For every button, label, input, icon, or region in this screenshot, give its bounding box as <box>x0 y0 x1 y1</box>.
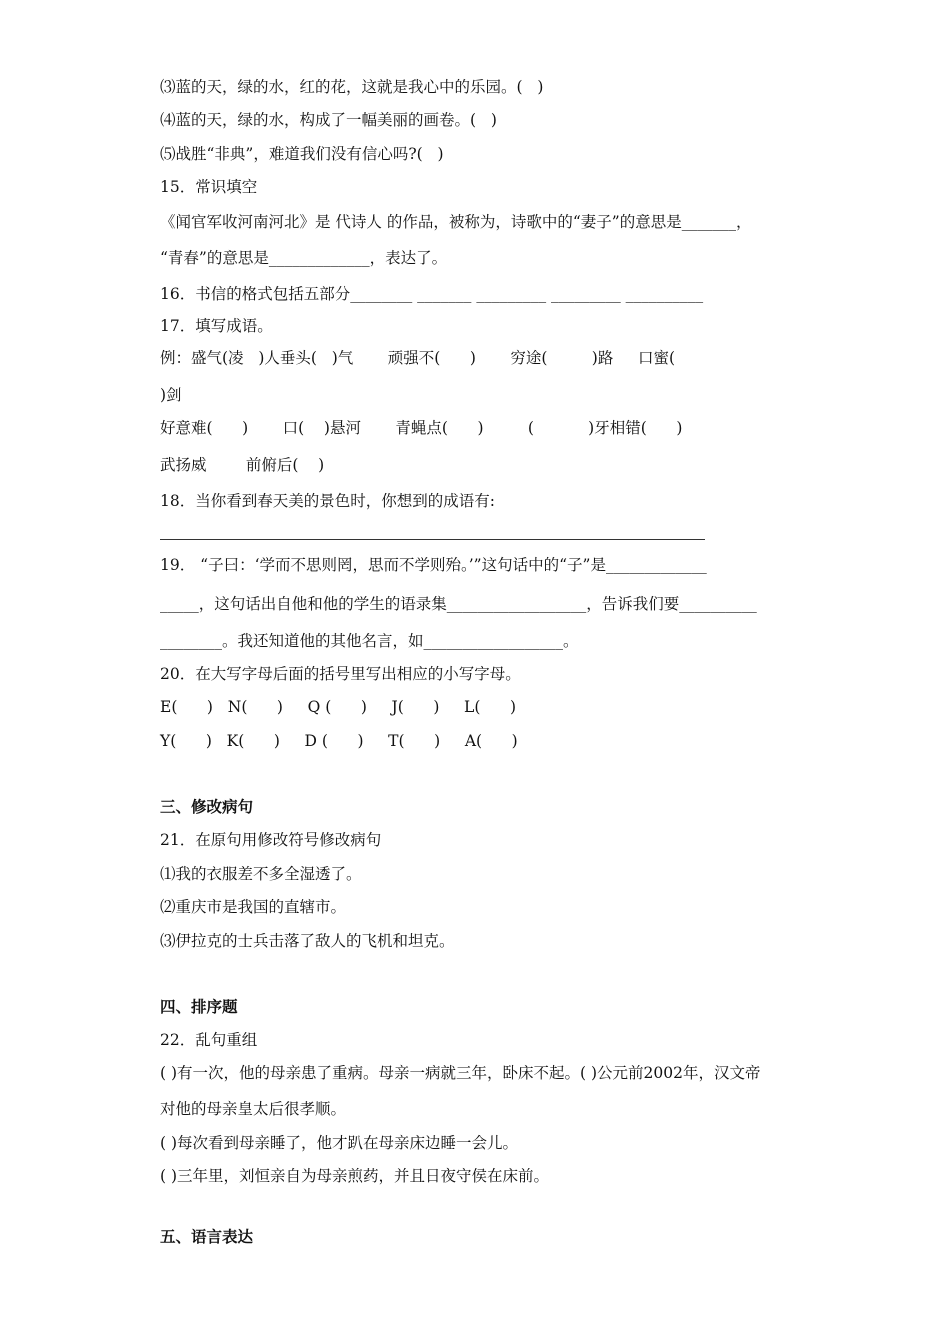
q17-line-2: )剑 <box>160 386 182 404</box>
q15-line-2: “青春”的意思是_____________，表达了。 <box>160 249 448 267</box>
q17-line-1: 例：盛气(凌 )人垂头( )气 顽强不( ) 穷途( )路 口蜜( <box>160 349 676 367</box>
q20-row-2: Y( ) K( ) D ( ) T( ) A( ) <box>160 732 518 750</box>
q18-title: 18．当你看到春天美的景色时，你想到的成语有: <box>160 492 495 510</box>
q20-row-1: E( ) N( ) Q ( ) J( ) L( ) <box>160 698 516 716</box>
section-title-4: 四、排序题 <box>160 998 238 1016</box>
q22-line-4: ( )三年里，刘恒亲自为母亲煎药，并且日夜守侯在床前。 <box>160 1167 550 1185</box>
q21-item-1: ⑴我的衣服差不多全湿透了。 <box>160 865 362 883</box>
q19-line-2: _____，这句话出自他和他的学生的语录集__________________，告诉我们要__________ <box>160 595 757 613</box>
q16-title: 16．书信的格式包括五部分________ _______ _________ _________ __________ <box>160 285 704 303</box>
q15-title: 15．常识填空 <box>160 178 258 196</box>
q14-item-3: ⑶蓝的天，绿的水，红的花，这就是我心中的乐园。( ) <box>160 78 544 96</box>
q17-title: 17．填写成语。 <box>160 317 273 335</box>
q21-item-3: ⑶伊拉克的士兵击落了敌人的飞机和坦克。 <box>160 932 455 950</box>
q21-item-2: ⑵重庆市是我国的直辖市。 <box>160 898 347 916</box>
q17-line-4: 武扬威 前俯后( ) <box>160 456 325 474</box>
q22-line-3: ( )每次看到母亲睡了，他才趴在母亲床边睡一会儿。 <box>160 1134 519 1152</box>
q15-line-1: 《闻官军收河南河北》是 代诗人 的作品，被称为，诗歌中的“妻子”的意思是_______， <box>160 213 752 231</box>
q22-title: 22．乱句重组 <box>160 1031 258 1049</box>
q14-item-5: ⑸战胜“非典”，难道我们没有信心吗?( ) <box>160 145 444 163</box>
q14-item-4: ⑷蓝的天，绿的水，构成了一幅美丽的画卷。( ) <box>160 111 497 129</box>
q19-line-1: 19． “子曰：‘学而不思则罔，思而不学则殆。’”这句话中的“子”是_____________ <box>160 556 707 574</box>
q21-title: 21．在原句用修改符号修改病句 <box>160 831 382 849</box>
q22-line-1: ( )有一次，他的母亲患了重病。母亲一病就三年，卧床不起。( )公元前2002年，汉文帝 <box>160 1064 761 1082</box>
q17-line-3: 好意难( ) 口( )悬河 青蝇点( ) ( )牙相错( ) <box>160 419 683 437</box>
section-title-5: 五、语言表达 <box>160 1228 254 1246</box>
section-title-3: 三、修改病句 <box>160 798 254 816</box>
q18-answer-line <box>160 539 705 540</box>
q20-title: 20．在大写字母后面的括号里写出相应的小写字母。 <box>160 665 521 683</box>
q22-line-2: 对他的母亲皇太后很孝顺。 <box>160 1100 347 1118</box>
q19-line-3: ________。我还知道他的其他名言，如__________________。 <box>160 632 579 650</box>
